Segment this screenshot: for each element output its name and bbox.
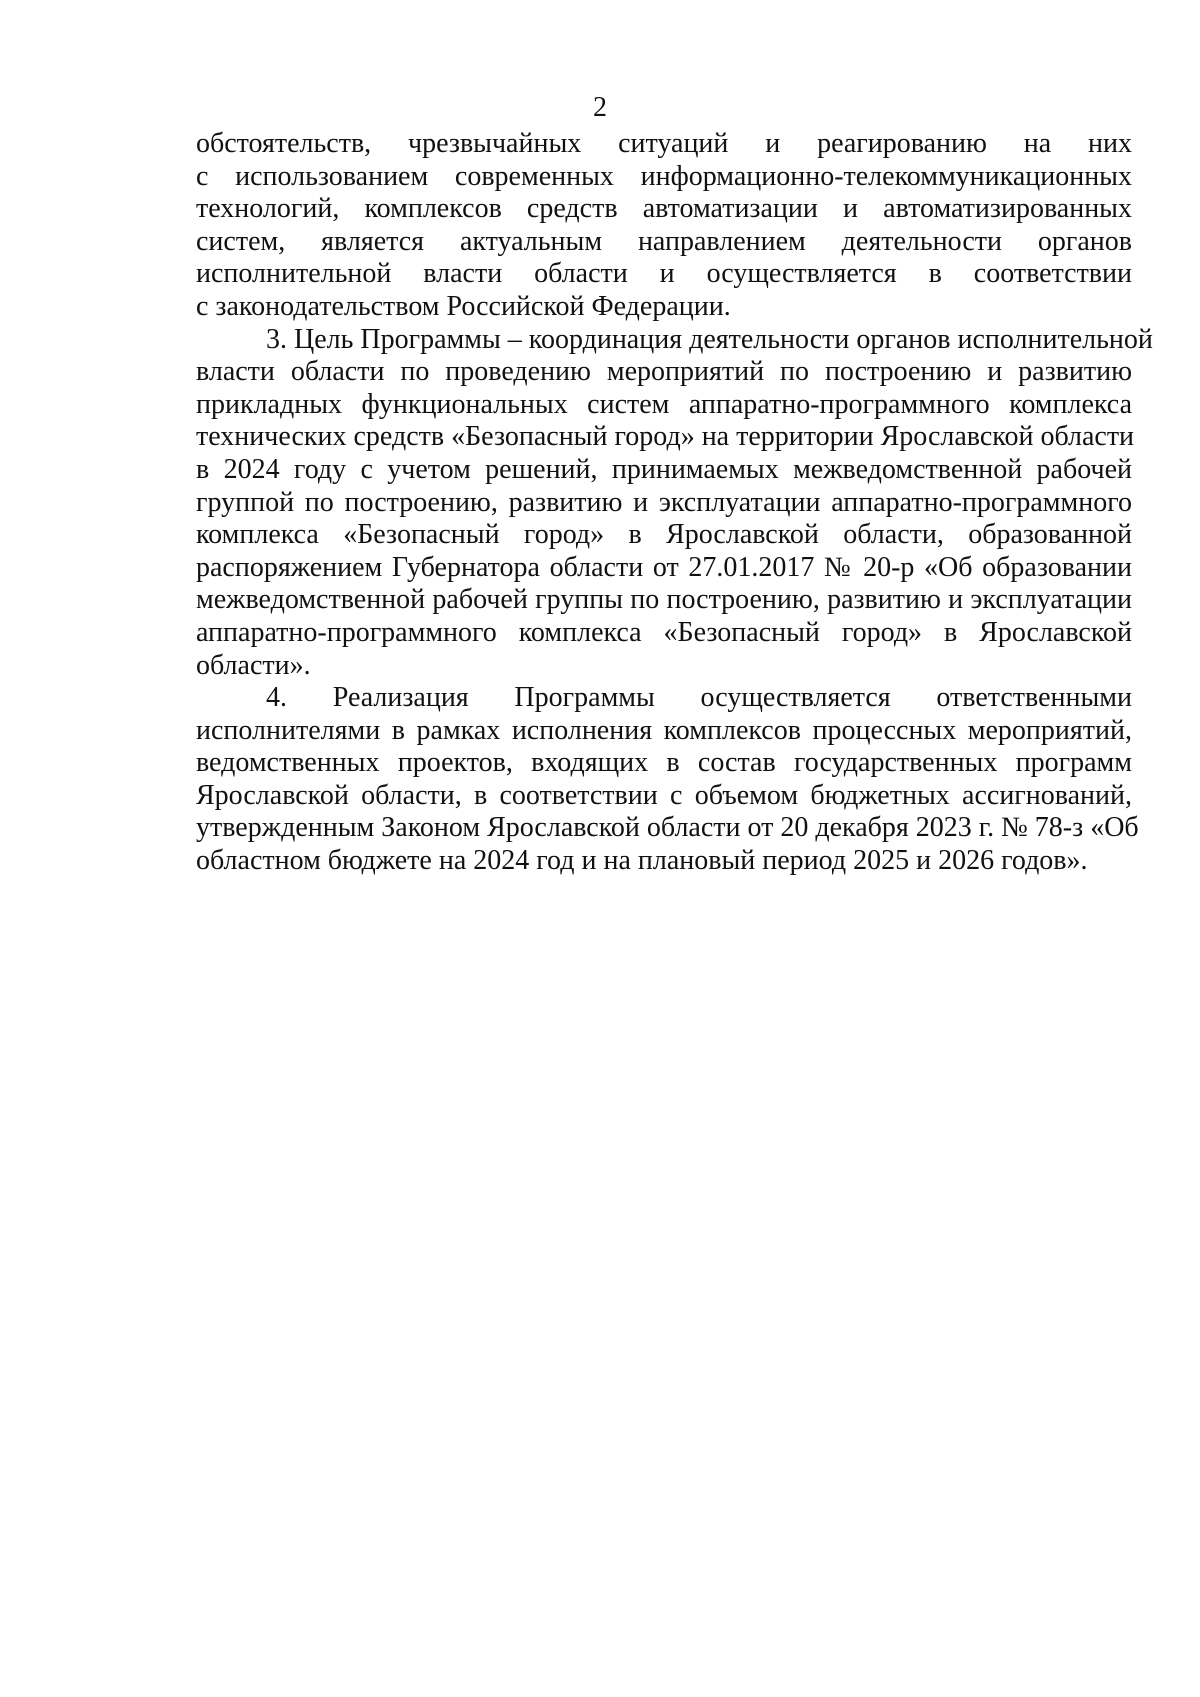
text-line: 3. Цель Программы – координация деятельности органов исполнительной	[266, 323, 1153, 355]
text-line: 4. Реализация Программы осуществляется ответственными	[266, 682, 1132, 714]
text-line: ведомственных проектов, входящих в состав государственных программ	[196, 747, 1132, 779]
text-line: в 2024 году с учетом решений, принимаемых межведомственной рабочей	[196, 453, 1132, 485]
text-line: областном бюджете на 2024 год и на плановый период 2025 и 2026 годов».	[196, 845, 1088, 877]
text-line: исполнителями в рамках исполнения комплексов процессных мероприятий,	[196, 714, 1132, 746]
text-line: Ярославской области, в соответствии с объемом бюджетных ассигнований,	[196, 779, 1132, 811]
paragraph-item-3	[196, 323, 1153, 683]
text-line: комплекса «Безопасный город» в Ярославской области, образованной	[196, 519, 1132, 551]
text-line: прикладных функциональных систем аппаратно-программного комплекса	[196, 388, 1132, 420]
paragraph-continuation	[196, 128, 1132, 324]
text-line: технических средств «Безопасный город» на территории Ярославской области	[196, 421, 1135, 453]
text-line: распоряжением Губернатора области от 27.01.2017 № 20-р «Об образовании	[196, 551, 1132, 583]
paragraph-item-4	[196, 682, 1139, 878]
text-line: исполнительной власти области и осуществляется в соответствии	[196, 258, 1132, 290]
text-line: с использованием современных информационно-телекоммуникационных	[196, 160, 1132, 192]
text-line: утвержденным Законом Ярославской области от 20 декабря 2023 г. № 78-з «Об	[196, 812, 1139, 844]
text-line: власти области по проведению мероприятий по построению и развитию	[196, 356, 1132, 388]
text-line: технологий, комплексов средств автоматизации и автоматизированных	[196, 193, 1132, 225]
text-line: обстоятельств, чрезвычайных ситуаций и реагированию на них	[196, 128, 1132, 159]
text-line: систем, является актуальным направлением деятельности органов	[196, 225, 1132, 257]
text-line: группой по построению, развитию и эксплуатации аппаратно-программного	[196, 486, 1132, 518]
text-line: области».	[196, 649, 311, 681]
page-number: 2	[593, 92, 607, 123]
text-line: аппаратно-программного комплекса «Безопасный город» в Ярославской	[196, 616, 1132, 648]
text-line: с законодательством Российской Федерации.	[196, 290, 731, 322]
document-body	[196, 128, 1153, 878]
text-line: межведомственной рабочей группы по построению, развитию и эксплуатации	[196, 584, 1132, 616]
